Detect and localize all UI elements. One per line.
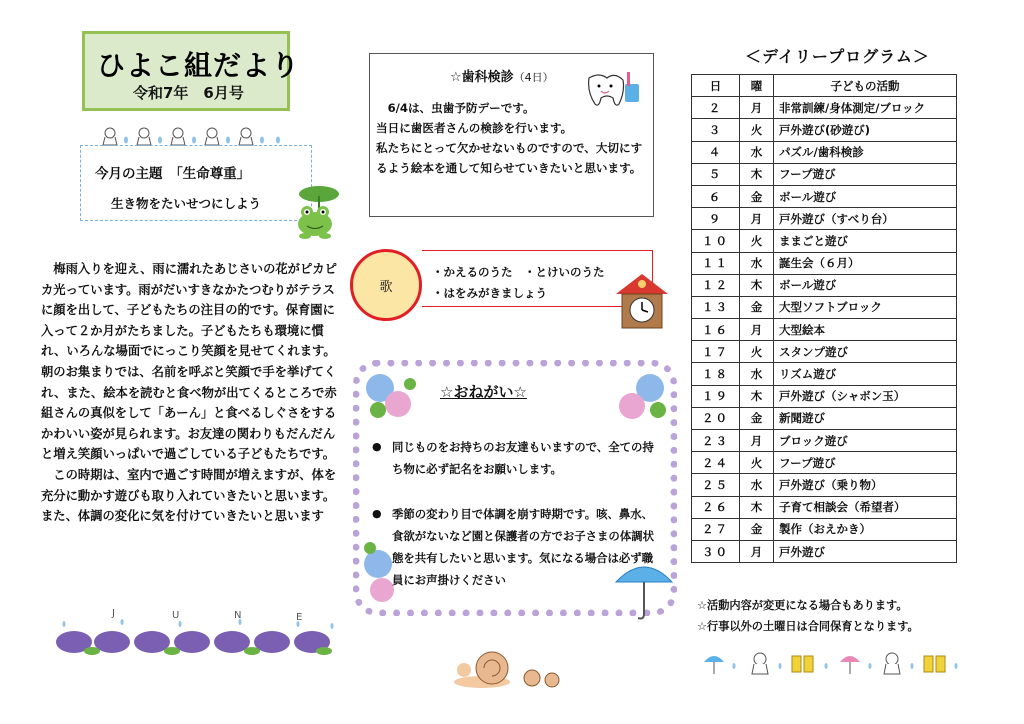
requests-title: ☆おねがい☆: [440, 383, 527, 401]
weekday-cell: 月: [740, 208, 774, 230]
day-cell: １６: [692, 319, 740, 341]
weekday-cell: 火: [740, 452, 774, 474]
snail-icon: [452, 640, 572, 690]
frog-icon: [293, 184, 341, 240]
table-row: [692, 430, 957, 452]
request-item-1-text: 同じものをお持ちのお友達もいますので、全ての持ち物に必ず記名をお願いします。: [392, 440, 654, 476]
request-item-1: [372, 436, 664, 480]
table-row: [692, 452, 957, 474]
weekday-cell: 金: [740, 518, 774, 540]
hydrangea-icon: [612, 370, 672, 430]
table-row: [692, 296, 957, 318]
day-cell: ９: [692, 208, 740, 230]
song-line-2: ・はをみがきましょう: [432, 286, 547, 300]
weekday-cell: 水: [740, 141, 774, 163]
hydrangea-icon: [360, 370, 420, 430]
day-cell: ６: [692, 185, 740, 207]
newsletter-title-box: [82, 31, 301, 111]
column-header-weekday: 曜: [740, 75, 774, 97]
table-row: [692, 274, 957, 296]
song-line-1: ・かえるのうた ・とけいのうた: [432, 265, 605, 279]
activity-cell: 戸外遊び（乗り物）: [774, 474, 957, 496]
table-row: [692, 319, 957, 341]
day-cell: １３: [692, 296, 740, 318]
table-header-row: [692, 75, 957, 97]
june-letter-j: J: [112, 608, 115, 619]
day-cell: １１: [692, 252, 740, 274]
dental-text-1: 6/4は、虫歯予防デーです。: [376, 101, 535, 115]
table-row: [692, 540, 957, 562]
weekday-cell: 水: [740, 363, 774, 385]
weekday-cell: 木: [740, 496, 774, 518]
rainy-day-icon-row: [702, 650, 962, 678]
weekday-cell: 水: [740, 474, 774, 496]
daily-program-title: ＜デイリープログラム＞: [745, 47, 930, 66]
teacher-message: [41, 259, 341, 527]
request-item-2: [372, 503, 664, 591]
activity-cell: 大型ソフトブロック: [774, 296, 957, 318]
day-cell: ２７: [692, 518, 740, 540]
dental-checkup-text: [376, 98, 651, 178]
dental-checkup-title: ☆歯科検診: [450, 70, 514, 85]
song-label: 歌: [379, 280, 393, 295]
day-cell: ５: [692, 163, 740, 185]
day-cell: ２３: [692, 430, 740, 452]
activity-cell: 製作（おえかき）: [774, 518, 957, 540]
hydrangea-border-icon: [52, 618, 342, 658]
day-cell: ３: [692, 119, 740, 141]
weekday-cell: 金: [740, 296, 774, 318]
table-row: [692, 341, 957, 363]
day-cell: ２６: [692, 496, 740, 518]
request-bullet-1: ●: [372, 440, 382, 453]
table-row: [692, 252, 957, 274]
activity-cell: 戸外遊び（すべり台）: [774, 208, 957, 230]
activity-cell: パズル/歯科検診: [774, 141, 957, 163]
activity-cell: スタンプ遊び: [774, 341, 957, 363]
newsletter-title: ひよこ組だより: [97, 49, 301, 82]
day-cell: １０: [692, 230, 740, 252]
activity-cell: 戸外遊び(砂遊び): [774, 119, 957, 141]
table-row: [692, 97, 957, 119]
newsletter-issue: 令和7年 6月号: [133, 84, 244, 102]
day-cell: ２５: [692, 474, 740, 496]
dental-text-3: 私たちにとって欠かせないものですので、大切にするよう絵本を通して知らせていきたいと思います。: [376, 141, 643, 175]
table-row: [692, 185, 957, 207]
day-cell: １９: [692, 385, 740, 407]
june-letter-n: N: [234, 610, 242, 621]
monthly-theme-subtitle: 生き物をたいせつにしよう: [111, 196, 262, 211]
weekday-cell: 水: [740, 252, 774, 274]
day-cell: ４: [692, 141, 740, 163]
weekday-cell: 金: [740, 185, 774, 207]
tooth-toothbrush-icon: [583, 72, 643, 110]
table-row: [692, 230, 957, 252]
teacher-message-paragraph-2: この時期は、室内で過ごす時間が増えますが、体を充分に動かす遊びも取り入れていきたいと思います。また、体調の変化に気を付けていきたいと思います: [41, 467, 337, 524]
activity-cell: 戸外遊び: [774, 540, 957, 562]
activity-cell: 戸外遊び（シャボン玉）: [774, 385, 957, 407]
weekday-cell: 月: [740, 540, 774, 562]
activity-cell: 誕生会（６月）: [774, 252, 957, 274]
table-row: [692, 385, 957, 407]
table-row: [692, 518, 957, 540]
request-item-2-text: 季節の変わり目で体調を崩す時期です。咳、鼻水、食欲がないなど園と保護者の方でお子さまの体調状態を共有したいと思います。気になる場合は必ず職員にお声掛けください: [392, 507, 654, 587]
weekday-cell: 火: [740, 230, 774, 252]
dental-checkup-heading: [450, 66, 554, 85]
weekday-cell: 火: [740, 341, 774, 363]
activity-cell: リズム遊び: [774, 363, 957, 385]
daily-program-table: [691, 74, 957, 563]
table-row: [692, 119, 957, 141]
activity-cell: フープ遊び: [774, 163, 957, 185]
monthly-theme-heading: 今月の主題 「生命尊重」: [95, 166, 251, 182]
program-note-1: ☆活動内容が変更になる場合もあります。: [697, 599, 908, 612]
table-row: [692, 496, 957, 518]
song-list: [432, 262, 605, 304]
weekday-cell: 月: [740, 319, 774, 341]
activity-cell: ボール遊び: [774, 274, 957, 296]
day-cell: ２０: [692, 407, 740, 429]
activity-cell: ままごと遊び: [774, 230, 957, 252]
monthly-theme-box: [80, 145, 312, 221]
activity-cell: ボール遊び: [774, 185, 957, 207]
table-row: [692, 163, 957, 185]
day-cell: ３０: [692, 540, 740, 562]
song-label-circle: [350, 249, 422, 321]
column-header-day: 日: [692, 75, 740, 97]
activity-cell: 非常訓練/身体測定/ブロック: [774, 97, 957, 119]
june-letter-e: E: [296, 612, 303, 623]
teacher-message-paragraph-1: 梅雨入りを迎え、雨に濡れたあじさいの花がピカピカ光っています。雨がだいすきなかたつむりがテラスに顔を出して、子どもたちの注目の的です。保育園に入って２か月がたちました。子どもたちも環境に慣れ、いろんな場面でにっこり笑顔を見せてくれます。朝のお集まりでは、名前を呼ぶと笑顔で手を挙げてくれ、また、絵本を読むと食べ物が出てくるところで赤組さんの真似をして「あーん」と食べるしぐさをするかわいい姿が見られます。お友達の関わりもだんだんと増え笑顔いっぱいで過ごしている子どもたちです。: [41, 262, 337, 462]
activity-cell: 大型絵本: [774, 319, 957, 341]
day-cell: １８: [692, 363, 740, 385]
dental-checkup-date: （4日）: [513, 71, 554, 84]
dental-text-2: 当日に歯医者さんの検診を行います。: [376, 121, 573, 135]
activity-cell: 新聞遊び: [774, 407, 957, 429]
activity-cell: ブロック遊び: [774, 430, 957, 452]
table-row: [692, 474, 957, 496]
column-header-activity: 子どもの活動: [774, 75, 957, 97]
activity-cell: フープ遊び: [774, 452, 957, 474]
table-row: [692, 407, 957, 429]
weekday-cell: 火: [740, 119, 774, 141]
weekday-cell: 木: [740, 385, 774, 407]
weekday-cell: 金: [740, 407, 774, 429]
weekday-cell: 木: [740, 274, 774, 296]
clock-house-icon: [612, 270, 672, 332]
table-row: [692, 363, 957, 385]
day-cell: １７: [692, 341, 740, 363]
weekday-cell: 月: [740, 430, 774, 452]
request-bullet-2: ●: [372, 507, 382, 520]
weekday-cell: 月: [740, 97, 774, 119]
program-note-2: ☆行事以外の土曜日は合同保育となります。: [697, 620, 919, 633]
weekday-cell: 木: [740, 163, 774, 185]
day-cell: ２: [692, 97, 740, 119]
day-cell: ２４: [692, 452, 740, 474]
day-cell: １２: [692, 274, 740, 296]
table-row: [692, 208, 957, 230]
song-border-top: [422, 250, 652, 251]
activity-cell: 子育て相談会（希望者）: [774, 496, 957, 518]
table-row: [692, 141, 957, 163]
june-letter-u: U: [172, 610, 180, 621]
